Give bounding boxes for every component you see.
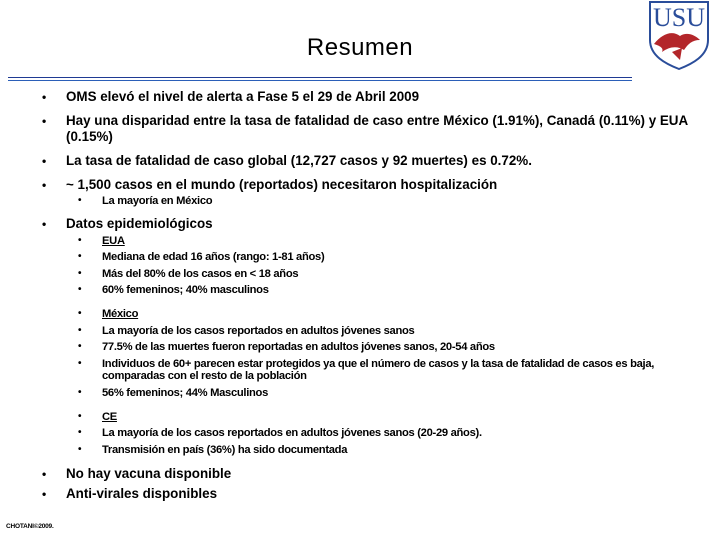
slide-content bbox=[42, 89, 702, 502]
sub-heading-eua-text: EUA bbox=[102, 234, 125, 247]
title-rule-secondary bbox=[8, 80, 632, 81]
sub-heading-mexico-text: México bbox=[102, 307, 139, 320]
bullet-no-vaccine: • No hay vacuna disponible bbox=[42, 466, 702, 482]
sub-bullet-mexico-over-60: • Individuos de 60+ parecen estar protegidos ya que el número de casos y la tasa de fatalidad de casos es baja, comparadas con el resto de la población bbox=[78, 358, 702, 383]
sub-heading-mexico bbox=[78, 308, 702, 321]
sub-bullet-mexico-deaths: • 77.5% de las muertes fueron reportadas en adultos jóvenes sanos, 20-54 años bbox=[78, 341, 702, 354]
sub-bullet-eua-gender: • 60% femeninos; 40% masculinos bbox=[78, 284, 702, 297]
sub-heading-ce bbox=[78, 411, 702, 424]
bullet-hospitalization: • ~ 1,500 casos en el mundo (reportados) necesitaron hospitalización bbox=[42, 177, 702, 193]
bullet-alert-level: • OMS elevó el nivel de alerta a Fase 5 el 29 de Abril 2009 bbox=[42, 89, 702, 105]
logo-text: USU bbox=[652, 3, 706, 32]
sub-bullet-eua-under-18: • Más del 80% de los casos en < 18 años bbox=[78, 268, 702, 281]
sub-bullet-eua-median-age: • Mediana de edad 16 años (rango: 1-81 años) bbox=[78, 251, 702, 264]
bullet-fatality-disparity: • Hay una disparidad entre la tasa de fatalidad de caso entre México (1.91%), Canadá (0.11%) y EUA (0.15%) bbox=[42, 113, 702, 145]
usu-logo bbox=[642, 0, 714, 70]
title-rule bbox=[8, 77, 632, 78]
sub-bullet-ce-transmission: • Transmisión en país (36%) ha sido documentada bbox=[78, 444, 702, 457]
sub-bullet-mexico-majority: • La mayoría en México bbox=[78, 195, 702, 208]
slide-title: Resumen bbox=[306, 34, 414, 61]
bullet-global-fatality: • La tasa de fatalidad de caso global (12,727 casos y 92 muertes) es 0.72%. bbox=[42, 153, 702, 169]
sub-heading-ce-text: CE bbox=[102, 410, 117, 423]
sub-bullet-ce-young-adults: • La mayoría de los casos reportados en adultos jóvenes sanos (20-29 años). bbox=[78, 427, 702, 440]
sub-heading-eua bbox=[78, 235, 702, 248]
sub-bullet-mexico-gender: • 56% femeninos; 44% Masculinos bbox=[78, 387, 702, 400]
sub-bullet-mexico-young-adults: • La mayoría de los casos reportados en adultos jóvenes sanos bbox=[78, 325, 702, 338]
footer-copyright: CHOTANI©2009. bbox=[6, 523, 54, 530]
bullet-antivirals: • Anti-virales disponibles bbox=[42, 486, 702, 502]
bullet-epidemiological-data: • Datos epidemiológicos bbox=[42, 216, 702, 232]
